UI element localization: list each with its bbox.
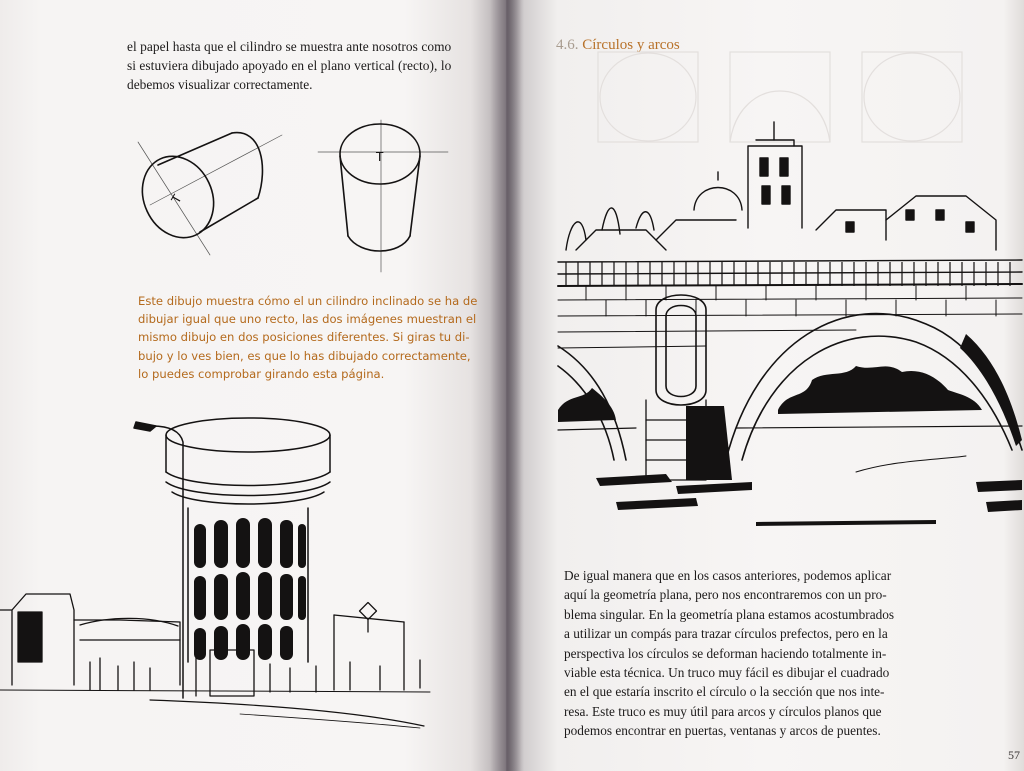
section-title: Círculos y arcos: [582, 37, 680, 53]
text-line: el papel hasta que el cilindro se muestra ante nosotros como: [127, 39, 452, 54]
section-number: 4.6.: [556, 37, 579, 53]
text-line: perspectiva los círculos se deforman haciendo totalmente in-: [564, 645, 887, 661]
caption-line: lo puedes comprobar girando esta página.: [138, 366, 385, 381]
text-line: De igual manera que en los casos anteriores, podemos aplicar: [564, 568, 892, 583]
text-line: debemos visualizar correctamente.: [127, 77, 313, 93]
text-line: a utilizar un compás para trazar círculos prefectos, pero en la: [564, 626, 888, 642]
right-body-paragraph: [564, 566, 895, 741]
upright-cylinder: [318, 120, 448, 272]
text-line: blema singular. En la geometría plana estamos acostumbrados: [564, 606, 895, 622]
cylinder-caption: [138, 292, 478, 383]
inclined-cylinder-label: T: [168, 192, 185, 206]
water-tower-illustration: [0, 400, 506, 760]
text-line: podemos encontrar en puertas, ventanas y arcos de puentes.: [564, 723, 881, 739]
text-line: en el que estaría inscrito el círculo o la sección que nos inte-: [564, 684, 885, 700]
text-line: viable esta técnica. Un truco muy fácil es dibujar el cuadrado: [564, 665, 890, 681]
text-line: aquí la geometría plana, pero nos encontraremos con un pro-: [564, 587, 887, 603]
tower-windows: [194, 518, 306, 660]
caption-line: Este dibujo muestra cómo el un cilindro inclinado se ha de: [138, 294, 478, 308]
caption-line: bujo y lo ves bien, es que lo has dibujado correctamente,: [138, 348, 471, 363]
caption-line: mismo dibujo en dos posiciones diferentes. Si giras tu di-: [138, 330, 470, 345]
text-line: resa. Este truco es muy útil para arcos y círculos planos que: [564, 703, 882, 719]
caption-line: dibujar igual que uno recto, las dos imágenes muestran el: [138, 312, 477, 327]
text-line: si estuviera dibujado apoyado en el plano vertical (recto), lo: [127, 58, 452, 74]
upright-cylinder-label: T: [376, 150, 384, 164]
page-number: 57: [1008, 748, 1020, 762]
bridge-illustration: [556, 110, 1024, 530]
cylinders-illustration: [0, 0, 506, 290]
inclined-cylinder: [129, 133, 282, 255]
